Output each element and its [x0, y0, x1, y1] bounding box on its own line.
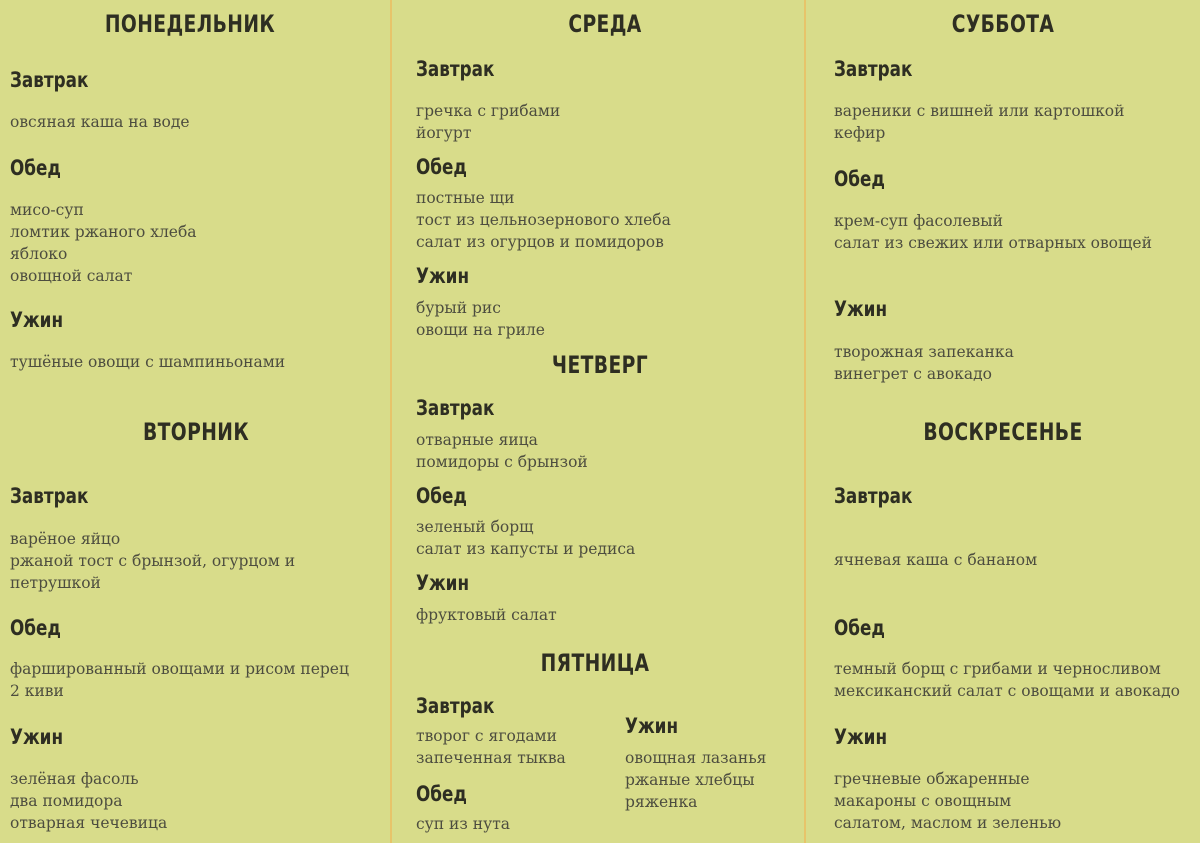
meal-items-saturday-dinner [834, 341, 1014, 385]
list-item: ржаные хлебцы [625, 771, 755, 789]
list-item: вареники с вишней или картошкой [834, 102, 1125, 120]
list-item: кефир [834, 124, 886, 142]
meal-label-lunch: Обед [10, 156, 61, 180]
list-item: мисо-суп [10, 201, 84, 219]
list-item: салатом, маслом и зеленью [834, 814, 1062, 832]
meal-label-dinner: Ужин [10, 308, 64, 332]
list-item: салат из огурцов и помидоров [416, 233, 664, 251]
meal-items-sunday-lunch [834, 658, 1200, 702]
list-item: ряженка [625, 793, 698, 811]
meal-items-tuesday-breakfast [10, 528, 295, 594]
list-item: ломтик ржаного хлеба [10, 223, 197, 241]
list-item: два помидора [10, 792, 123, 810]
list-item: овощная лазанья [625, 749, 767, 767]
meal-items-friday-dinner [625, 747, 766, 813]
day-title-tuesday: ВТОРНИК [142, 418, 250, 446]
list-item: бурый рис [416, 299, 501, 317]
meal-items-monday-breakfast [10, 111, 190, 133]
meal-items-thursday-dinner [416, 604, 557, 626]
list-item: отварная чечевица [10, 814, 168, 832]
list-item: гречка с грибами [416, 102, 561, 120]
meal-items-thursday-breakfast [416, 429, 588, 473]
meal-items-tuesday-dinner [10, 768, 167, 834]
list-item: постные щи [416, 189, 515, 207]
meal-label-lunch: Обед [416, 484, 467, 508]
meal-items-sunday-breakfast [834, 549, 1037, 571]
list-item: суп из нута [416, 815, 511, 833]
list-item: зелёная фасоль [10, 770, 139, 788]
list-item: петрушкой [10, 574, 101, 592]
day-title-sunday: ВОСКРЕСЕНЬЕ [923, 418, 1083, 446]
list-item: отварные яица [416, 431, 538, 449]
meal-label-dinner: Ужин [10, 725, 64, 749]
list-item: тушёные овощи с шампиньонами [10, 353, 286, 371]
column-divider-1 [390, 0, 392, 843]
meal-label-breakfast: Завтрак [416, 396, 495, 420]
list-item: варёное яйцо [10, 530, 121, 548]
list-item: помидоры с брынзой [416, 453, 588, 471]
list-item: салат из капусты и редиса [416, 540, 636, 558]
meal-items-monday-lunch [10, 199, 197, 287]
list-item: тост из цельнозернового хлеба [416, 211, 671, 229]
meal-label-breakfast: Завтрак [834, 484, 913, 508]
day-title-friday: ПЯТНИЦА [540, 649, 650, 677]
list-item: винегрет с авокадо [834, 365, 992, 383]
meal-items-monday-dinner [10, 351, 285, 373]
meal-items-thursday-lunch [416, 516, 635, 560]
list-item: темный борщ с грибами и черносливом [834, 660, 1161, 678]
meal-label-dinner: Ужин [416, 264, 470, 288]
meal-label-dinner: Ужин [834, 297, 888, 321]
meal-label-lunch: Обед [10, 616, 61, 640]
list-item: фруктовый салат [416, 606, 557, 624]
meal-label-dinner: Ужин [834, 725, 888, 749]
meal-label-breakfast: Завтрак [10, 484, 89, 508]
meal-label-dinner: Ужин [625, 714, 679, 738]
list-item: ржаной тост с брынзой, огурцом и [10, 552, 296, 570]
list-item: 2 киви [10, 682, 64, 700]
list-item: йогурт [416, 124, 472, 142]
list-item: запеченная тыква [416, 749, 566, 767]
day-title-monday: ПОНЕДЕЛЬНИК [104, 10, 276, 38]
meal-items-saturday-lunch [834, 210, 1152, 254]
meal-items-tuesday-lunch [10, 658, 349, 702]
list-item: ячневая каша с бананом [834, 551, 1038, 569]
list-item: яблоко [10, 245, 68, 263]
list-item: творог с ягодами [416, 727, 557, 745]
list-item: овсяная каша на воде [10, 113, 190, 131]
meal-items-friday-lunch [416, 813, 510, 835]
list-item: крем-суп фасолевый [834, 212, 1003, 230]
meal-label-breakfast: Завтрак [416, 694, 495, 718]
meal-label-breakfast: Завтрак [416, 57, 495, 81]
list-item: овощной салат [10, 267, 133, 285]
meal-items-wednesday-breakfast [416, 100, 560, 144]
day-title-saturday: СУББОТА [951, 10, 1055, 38]
list-item: макароны с овощным [834, 792, 1012, 810]
list-item: овощи на гриле [416, 321, 545, 339]
meal-label-breakfast: Завтрак [834, 57, 913, 81]
meal-items-wednesday-lunch [416, 187, 671, 253]
meal-items-saturday-breakfast [834, 100, 1124, 144]
column-divider-2 [804, 0, 806, 843]
meal-items-wednesday-dinner [416, 297, 545, 341]
list-item: салат из свежих или отварных овощей [834, 234, 1152, 252]
day-title-wednesday: СРЕДА [568, 10, 642, 38]
list-item: мексиканский салат с овощами и авокадо [834, 682, 1180, 700]
list-item: творожная запеканка [834, 343, 1014, 361]
meal-items-friday-breakfast [416, 725, 566, 769]
meal-label-lunch: Обед [416, 782, 467, 806]
meal-label-lunch: Обед [416, 155, 467, 179]
meal-label-breakfast: Завтрак [10, 68, 89, 92]
list-item: фаршированный овощами и рисом перец [10, 660, 349, 678]
meal-label-dinner: Ужин [416, 571, 470, 595]
day-title-thursday: ЧЕТВЕРГ [551, 351, 649, 379]
meal-label-lunch: Обед [834, 167, 885, 191]
meal-items-sunday-dinner [834, 768, 1061, 834]
list-item: зеленый борщ [416, 518, 534, 536]
list-item: гречневые обжаренные [834, 770, 1030, 788]
meal-label-lunch: Обед [834, 616, 885, 640]
